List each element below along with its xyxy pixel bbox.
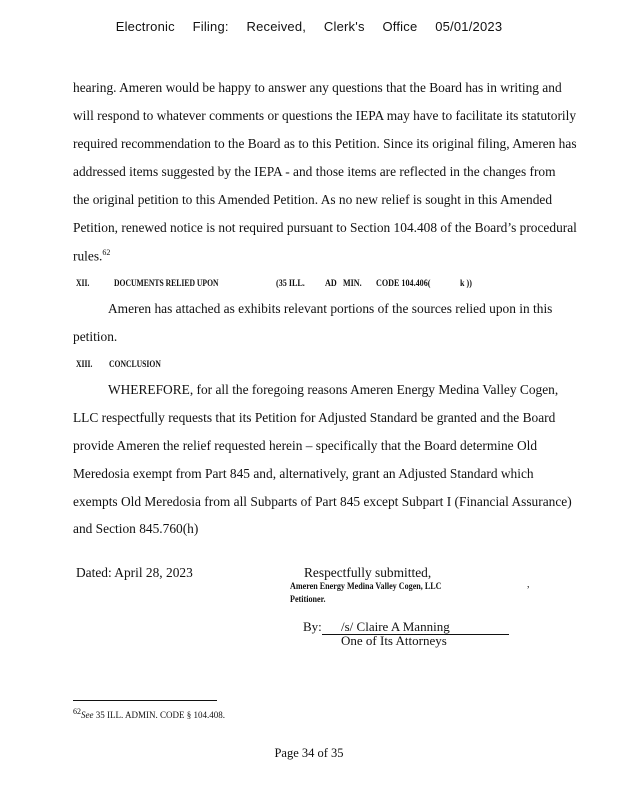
- body-line-6: Petition, renewed notice is not required pursuant to Section 104.408 of the Board’s procedural: [73, 220, 577, 235]
- footnote-divider: [73, 700, 217, 701]
- section-xii-title: DOCUMENTS RELIED UPON: [114, 278, 219, 288]
- footnote-ref[interactable]: 62: [102, 248, 111, 257]
- conclusion-line-3: provide Ameren the relief requested herein – specifically that the Board determine Old: [73, 438, 538, 453]
- by-label: By:: [303, 619, 322, 634]
- section-xii-citation-1: (35 ILL.: [276, 278, 305, 288]
- body-line-2: will respond to whatever comments or questions the IEPA may have to facilitate its statutorily: [73, 108, 577, 123]
- rules-word: rules.: [73, 248, 103, 264]
- header-word-office: Office: [382, 19, 418, 34]
- section-xii-citation-2: AD: [325, 278, 337, 288]
- footnote-text: 35 ILL. ADMIN. CODE § 104.408.: [95, 710, 225, 720]
- body-line-1: hearing. Ameren would be happy to answer any questions that the Board has in writing and: [73, 80, 562, 95]
- header-date: 05/01/2023: [435, 19, 503, 34]
- body-line-7: [73, 248, 110, 264]
- page-number: Page 34 of 35: [274, 746, 344, 760]
- section-xii-number: XII.: [76, 278, 90, 288]
- body-line-5: the original petition to this Amended Petition. As no new relief is sought in this Amended: [73, 192, 553, 207]
- header-word-filing: Filing:: [192, 19, 229, 34]
- body-line-4: addressed items suggested by the IEPA - and those items are reflected in the changes from: [73, 164, 556, 179]
- section-xii-line-1: Ameren has attached as exhibits relevant portions of the sources relied upon in this: [108, 301, 553, 316]
- section-xiii-title: CONCLUSION: [109, 359, 161, 369]
- header-word-electronic: Electronic: [115, 19, 175, 34]
- section-xiii-number: XIII.: [76, 359, 93, 369]
- conclusion-line-4: Meredosia exempt from Part 845 and, alternatively, grant an Adjusted Standard which: [73, 466, 534, 481]
- signature-name: /s/ Claire A Manning: [341, 619, 450, 634]
- section-xii-citation-5: k )): [460, 278, 472, 288]
- section-xii-citation-4: CODE 104.406(: [376, 278, 431, 288]
- attorney-role: One of Its Attorneys: [341, 633, 447, 648]
- header-word-clerks: Clerk's: [323, 19, 365, 34]
- footnote: [73, 707, 225, 720]
- body-line-3: required recommendation to the Board as to this Petition. Since its original filing, Ameren has: [73, 136, 577, 151]
- section-xii-line-2: petition.: [73, 329, 118, 344]
- respectfully-submitted: Respectfully submitted,: [304, 565, 432, 580]
- footnote-number: 62: [73, 707, 81, 716]
- footnote-see: See: [81, 710, 94, 720]
- section-xii-citation-3: MIN.: [343, 278, 362, 288]
- electronic-filing-header: [0, 19, 618, 34]
- header-word-received: Received,: [246, 19, 307, 34]
- conclusion-line-5: exempts Old Meredosia from all Subparts of Part 845 except Subpart I (Financial Assurance): [73, 494, 572, 509]
- conclusion-line-2: LLC respectfully requests that its Petition for Adjusted Standard be granted and the Board: [73, 410, 556, 425]
- dated-line: Dated: April 28, 2023: [76, 565, 193, 580]
- petitioner-label: Petitioner.: [290, 594, 326, 604]
- conclusion-line-1: WHEREFORE, for all the foregoing reasons Ameren Energy Medina Valley Cogen,: [108, 382, 559, 397]
- conclusion-line-6: and Section 845.760(h): [73, 521, 199, 536]
- company-comma: ,: [527, 579, 530, 590]
- company-name: Ameren Energy Medina Valley Cogen, LLC: [290, 581, 442, 591]
